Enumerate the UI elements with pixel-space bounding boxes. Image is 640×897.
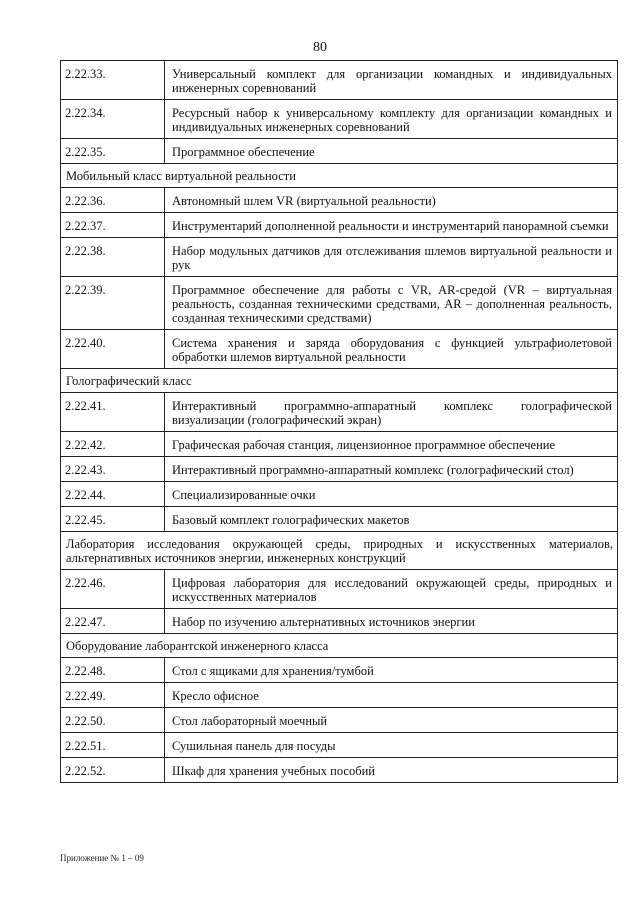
item-description: Цифровая лаборатория для исследований окружающей среды, природных и искусственных материалов bbox=[165, 570, 618, 609]
item-description: Система хранения и заряда оборудования с функцией ультрафиолетовой обработки шлемов виртуальной реальности bbox=[165, 330, 618, 369]
table-row bbox=[61, 758, 618, 783]
table-row bbox=[61, 432, 618, 457]
item-description: Программное обеспечение bbox=[165, 139, 618, 164]
item-description: Стол лабораторный моечный bbox=[165, 708, 618, 733]
table-row bbox=[61, 238, 618, 277]
item-number: 2.22.41. bbox=[61, 393, 165, 432]
footer-note: Приложение № 1 – 09 bbox=[60, 853, 144, 863]
item-number: 2.22.35. bbox=[61, 139, 165, 164]
item-description: Набор модульных датчиков для отслеживания шлемов виртуальной реальности и рук bbox=[165, 238, 618, 277]
item-description: Программное обеспечение для работы с VR, AR-средой (VR – виртуальная реальность, созданная техническими средствами, AR – дополненная реальность, созданная техническими средствами) bbox=[165, 277, 618, 330]
section-title: Мобильный класс виртуальной реальности bbox=[61, 164, 618, 188]
table-row bbox=[61, 507, 618, 532]
table-row bbox=[61, 609, 618, 634]
section-header-row bbox=[61, 634, 618, 658]
item-number: 2.22.38. bbox=[61, 238, 165, 277]
section-header-row bbox=[61, 164, 618, 188]
item-number: 2.22.45. bbox=[61, 507, 165, 532]
table-row bbox=[61, 708, 618, 733]
item-number: 2.22.37. bbox=[61, 213, 165, 238]
item-number: 2.22.51. bbox=[61, 733, 165, 758]
item-description: Специализированные очки bbox=[165, 482, 618, 507]
item-description: Универсальный комплект для организации командных и индивидуальных инженерных соревнований bbox=[165, 61, 618, 100]
table-row bbox=[61, 733, 618, 758]
item-number: 2.22.33. bbox=[61, 61, 165, 100]
table-row bbox=[61, 570, 618, 609]
item-description: Инструментарий дополненной реальности и инструментарий панорамной съемки bbox=[165, 213, 618, 238]
section-title: Оборудование лаборантской инженерного класса bbox=[61, 634, 618, 658]
section-title: Лаборатория исследования окружающей среды, природных и искусственных материалов, альтернативных источников энергии, инженерных конструкций bbox=[61, 532, 618, 570]
item-number: 2.22.46. bbox=[61, 570, 165, 609]
item-description: Сушильная панель для посуды bbox=[165, 733, 618, 758]
item-number: 2.22.47. bbox=[61, 609, 165, 634]
item-description: Кресло офисное bbox=[165, 683, 618, 708]
table-row bbox=[61, 457, 618, 482]
item-number: 2.22.50. bbox=[61, 708, 165, 733]
equipment-table-body bbox=[61, 61, 618, 783]
section-header-row bbox=[61, 532, 618, 570]
item-number: 2.22.43. bbox=[61, 457, 165, 482]
item-number: 2.22.42. bbox=[61, 432, 165, 457]
item-description: Графическая рабочая станция, лицензионное программное обеспечение bbox=[165, 432, 618, 457]
table-row bbox=[61, 61, 618, 100]
item-description: Базовый комплект голографических макетов bbox=[165, 507, 618, 532]
item-description: Стол с ящиками для хранения/тумбой bbox=[165, 658, 618, 683]
item-number: 2.22.48. bbox=[61, 658, 165, 683]
item-number: 2.22.39. bbox=[61, 277, 165, 330]
table-row bbox=[61, 277, 618, 330]
page-number: 80 bbox=[313, 40, 327, 55]
item-number: 2.22.36. bbox=[61, 188, 165, 213]
section-header-row bbox=[61, 369, 618, 393]
item-number: 2.22.34. bbox=[61, 100, 165, 139]
table-row bbox=[61, 139, 618, 164]
item-number: 2.22.52. bbox=[61, 758, 165, 783]
item-description: Автономный шлем VR (виртуальной реальности) bbox=[165, 188, 618, 213]
item-number: 2.22.40. bbox=[61, 330, 165, 369]
item-description: Интерактивный программно-аппаратный комплекс (голографический стол) bbox=[165, 457, 618, 482]
item-description: Шкаф для хранения учебных пособий bbox=[165, 758, 618, 783]
table-row bbox=[61, 188, 618, 213]
table-row bbox=[61, 482, 618, 507]
table-row bbox=[61, 330, 618, 369]
item-description: Интерактивный программно-аппаратный комплекс голографической визуализации (голографический экран) bbox=[165, 393, 618, 432]
item-description: Ресурсный набор к универсальному комплекту для организации командных и индивидуальных инженерных соревнований bbox=[165, 100, 618, 139]
item-description: Набор по изучению альтернативных источников энергии bbox=[165, 609, 618, 634]
item-number: 2.22.49. bbox=[61, 683, 165, 708]
equipment-table bbox=[60, 60, 618, 783]
table-row bbox=[61, 393, 618, 432]
item-number: 2.22.44. bbox=[61, 482, 165, 507]
table-row bbox=[61, 658, 618, 683]
table-row bbox=[61, 213, 618, 238]
table-row bbox=[61, 683, 618, 708]
table-row bbox=[61, 100, 618, 139]
section-title: Голографический класс bbox=[61, 369, 618, 393]
